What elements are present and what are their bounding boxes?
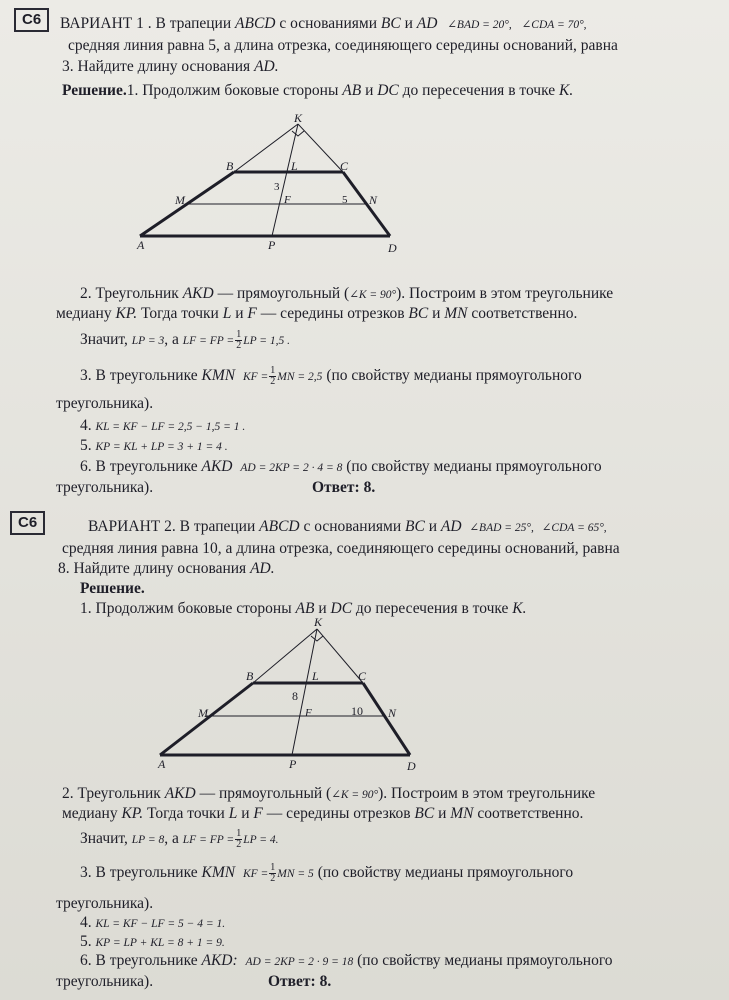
v1-answer: Ответ: 8.	[312, 479, 376, 496]
v1-text: и	[231, 305, 248, 322]
v2-step-2-line-1	[62, 785, 595, 804]
v2-text: KL = KF − LF = 5 − 4 = 1.	[95, 918, 226, 930]
v1-text: LF = FP =	[182, 335, 235, 347]
v2-text: BC	[405, 518, 425, 535]
v2-text: ВАРИАНТ 2. В трапеции	[88, 518, 260, 535]
v1-text: соответственно.	[467, 305, 578, 322]
v1-text: 1. Продолжим боковые стороны	[126, 82, 343, 99]
v2-text: KP = LP + KL = 8 + 1 = 9.	[95, 937, 225, 949]
v1-text: и	[400, 15, 417, 32]
v2-label-a: A	[158, 757, 166, 771]
v1-text: — прямоугольный (	[213, 285, 350, 302]
v1-fraction-den: 2	[236, 339, 242, 351]
v1-label-n: N	[369, 193, 378, 207]
v1-text: BC	[380, 15, 401, 32]
v2-text: KMN	[201, 864, 236, 881]
v1-label-l: L	[291, 159, 298, 173]
v2-right-angle-mark	[311, 636, 323, 641]
v1-text: до пересечения в точке	[398, 82, 559, 99]
v1-text: AD.	[254, 58, 279, 75]
v1-text: K.	[559, 82, 574, 99]
v1-text: AKD	[182, 285, 214, 302]
v2-text: 6. В треугольнике	[80, 952, 202, 969]
v2-fraction-num: 1	[236, 827, 242, 839]
v2-fraction-den: 2	[270, 872, 276, 884]
v1-label-m: M	[175, 193, 185, 207]
v1-text: ВАРИАНТ 1 . В трапеции	[60, 15, 236, 32]
v1-text: AB	[342, 82, 362, 99]
v1-text: AD = 2KP = 2 · 4 = 8	[240, 462, 343, 474]
v2-text: BC	[414, 805, 435, 822]
v1-text: ). Построим в этом треугольнике	[396, 285, 614, 302]
v1-text: медиану	[56, 305, 116, 322]
v2-fraction-half-2	[269, 863, 276, 884]
v1-label-b: B	[226, 159, 234, 173]
variant-2-badge: C6	[10, 511, 45, 535]
v1-label-d: D	[388, 241, 397, 255]
v2-text: L	[228, 805, 238, 822]
v2-step-3-line-1	[80, 860, 573, 887]
v1-text: KL = KF − LF = 2,5 − 1,5 = 1 .	[95, 421, 246, 433]
v1-text: 5.	[80, 437, 96, 454]
v1-label-k: K	[294, 111, 303, 125]
v1-solution-label: Решение.	[62, 82, 127, 99]
v2-label-10: 10	[351, 704, 363, 718]
v2-text: 2. Треугольник	[62, 785, 165, 802]
v2-text: MN = 5	[277, 868, 314, 880]
v1-step-3-line-2: треугольника).	[56, 395, 154, 412]
v2-text: 8. Найдите длину основания	[58, 560, 251, 577]
v2-label-p: P	[289, 757, 297, 771]
v2-text: и	[424, 518, 441, 535]
v2-text: K.	[512, 600, 527, 617]
v2-text: и	[434, 805, 451, 822]
v2-text: KP.	[121, 805, 144, 822]
v2-text: F	[253, 805, 263, 822]
v2-text: , а	[164, 830, 183, 847]
v2-text: AD = 2KP = 2 · 9 = 18	[245, 956, 354, 968]
v1-text: KP = KL + LP = 3 + 1 = 4 .	[95, 441, 228, 453]
v2-text: 3. В треугольнике	[80, 864, 202, 881]
v2-text: Значит,	[80, 830, 132, 847]
v1-text: Значит,	[80, 331, 132, 348]
v2-text: 5.	[80, 933, 96, 950]
v2-fraction-den: 2	[236, 838, 242, 850]
v2-text: AB	[295, 600, 315, 617]
v2-label-m: M	[198, 706, 208, 720]
v2-text: соответственно.	[473, 805, 584, 822]
v2-text: — середины отрезков	[262, 805, 415, 822]
v1-text: треугольника).	[56, 479, 154, 496]
v1-text: F	[247, 305, 257, 322]
v1-text: KMN	[201, 367, 236, 384]
v2-text: медиану	[62, 805, 122, 822]
v2-side-dc	[363, 683, 410, 755]
v2-label-l: L	[312, 669, 319, 683]
v2-fraction-half	[235, 829, 242, 850]
v2-problem-line-2: средняя линия равна 10, а длина отрезка, соединяющего середины оснований, равна	[62, 540, 620, 557]
v1-text: MN = 2,5	[277, 371, 323, 383]
v1-text: DC	[377, 82, 399, 99]
v2-text: DC	[330, 600, 353, 617]
v1-label-5: 5	[342, 194, 348, 206]
v2-text: ABCD	[259, 518, 300, 535]
v2-ext-ck	[317, 629, 363, 683]
v1-fraction-den: 2	[270, 375, 276, 387]
v1-text: 6. В треугольнике	[80, 458, 202, 475]
v2-text: — прямоугольный (	[195, 785, 332, 802]
v1-problem-line-2: средняя линия равна 5, а длина отрезка, соединяющего середины оснований, равна	[68, 37, 618, 54]
v2-therefore-line	[80, 826, 279, 853]
v2-label-8: 8	[292, 689, 298, 703]
v2-text: 1. Продолжим боковые стороны	[80, 600, 296, 617]
v1-text: (по свойству медианы прямоугольного	[342, 458, 602, 475]
v2-label-d: D	[407, 759, 416, 773]
v2-step-6-line-2	[56, 973, 332, 991]
v2-text: AKD	[164, 785, 196, 802]
v1-label-f: F	[284, 194, 291, 206]
v1-text: LP = 1,5 .	[243, 335, 291, 347]
v2-text: 4.	[80, 914, 96, 931]
v1-text: Тогда точки	[137, 305, 223, 322]
v1-text: 4.	[80, 417, 96, 434]
v2-text: LP = 8	[131, 834, 165, 846]
v2-label-k: K	[314, 615, 323, 629]
v1-label-c: C	[340, 159, 349, 173]
v2-label-c: C	[358, 669, 367, 683]
v2-step-3-line-2: треугольника).	[56, 895, 154, 912]
v2-text: Тогда точки	[143, 805, 229, 822]
v1-text: ABCD	[235, 15, 276, 32]
v2-text: AKD:	[201, 952, 238, 969]
v1-text: ∠K = 90°	[349, 289, 397, 301]
v1-fraction-num: 1	[236, 328, 242, 340]
v2-text: и	[314, 600, 331, 617]
v2-fraction-num: 1	[270, 861, 276, 873]
v2-answer: Ответ: 8.	[268, 973, 332, 990]
v1-text: LP = 3	[131, 335, 165, 347]
v1-text: MN	[444, 305, 468, 322]
v1-angle-bad: ∠BAD = 20°,	[447, 19, 512, 31]
v1-label-a: A	[137, 238, 145, 252]
v2-step-4	[80, 914, 225, 933]
v2-text: и	[237, 805, 254, 822]
v1-fraction-num: 1	[270, 364, 276, 376]
v1-text: и	[428, 305, 445, 322]
v2-step-6-line-1	[80, 952, 613, 971]
v2-angle-bad: ∠BAD = 25°,	[469, 522, 534, 534]
v2-angle-cda: ∠CDA = 65°,	[541, 522, 607, 534]
v1-label-3: 3	[274, 181, 280, 193]
v2-text: ). Построим в этом треугольнике	[378, 785, 596, 802]
v2-text: AD	[440, 518, 462, 535]
v1-text: L	[222, 305, 232, 322]
v1-text: BC	[408, 305, 429, 322]
v2-text: LP = 4.	[243, 834, 279, 846]
v2-label-b: B	[246, 669, 254, 683]
v2-step-2-line-2	[62, 805, 583, 823]
v2-label-f: F	[305, 707, 312, 719]
v1-text: AD	[416, 15, 438, 32]
v2-text: LF = FP =	[182, 834, 235, 846]
v1-text: с основаниями	[275, 15, 381, 32]
v1-text: 3. В треугольнике	[80, 367, 202, 384]
v2-text: MN	[450, 805, 474, 822]
v1-text: 3. Найдите длину основания	[62, 58, 255, 75]
v1-text: KF =	[242, 371, 269, 383]
v1-text: (по свойству медианы прямоугольного	[322, 367, 582, 384]
v2-solution-label: Решение.	[80, 580, 145, 597]
v1-text: AKD	[201, 458, 233, 475]
v2-text: треугольника).	[56, 973, 154, 990]
v2-text: KF =	[242, 868, 269, 880]
v1-text: KP.	[115, 305, 138, 322]
v1-text: — середины отрезков	[256, 305, 409, 322]
v1-text: и	[361, 82, 378, 99]
v1-text: , а	[164, 331, 183, 348]
v2-text: (по свойству медианы прямоугольного	[313, 864, 574, 881]
v1-label-p: P	[268, 238, 276, 252]
v1-text: 2. Треугольник	[80, 285, 183, 302]
v1-angle-cda: ∠CDA = 70°,	[521, 19, 587, 31]
variant-1-badge: C6	[14, 8, 49, 32]
v2-text: с основаниями	[299, 518, 405, 535]
v2-text: до пересечения в точке	[352, 600, 513, 617]
v2-step-5	[80, 933, 225, 952]
v2-text: AD.	[250, 560, 275, 577]
v2-label-n: N	[388, 706, 397, 720]
v2-text: ∠K = 90°	[331, 789, 379, 801]
v2-text: (по свойству медианы прямоугольного	[353, 952, 613, 969]
